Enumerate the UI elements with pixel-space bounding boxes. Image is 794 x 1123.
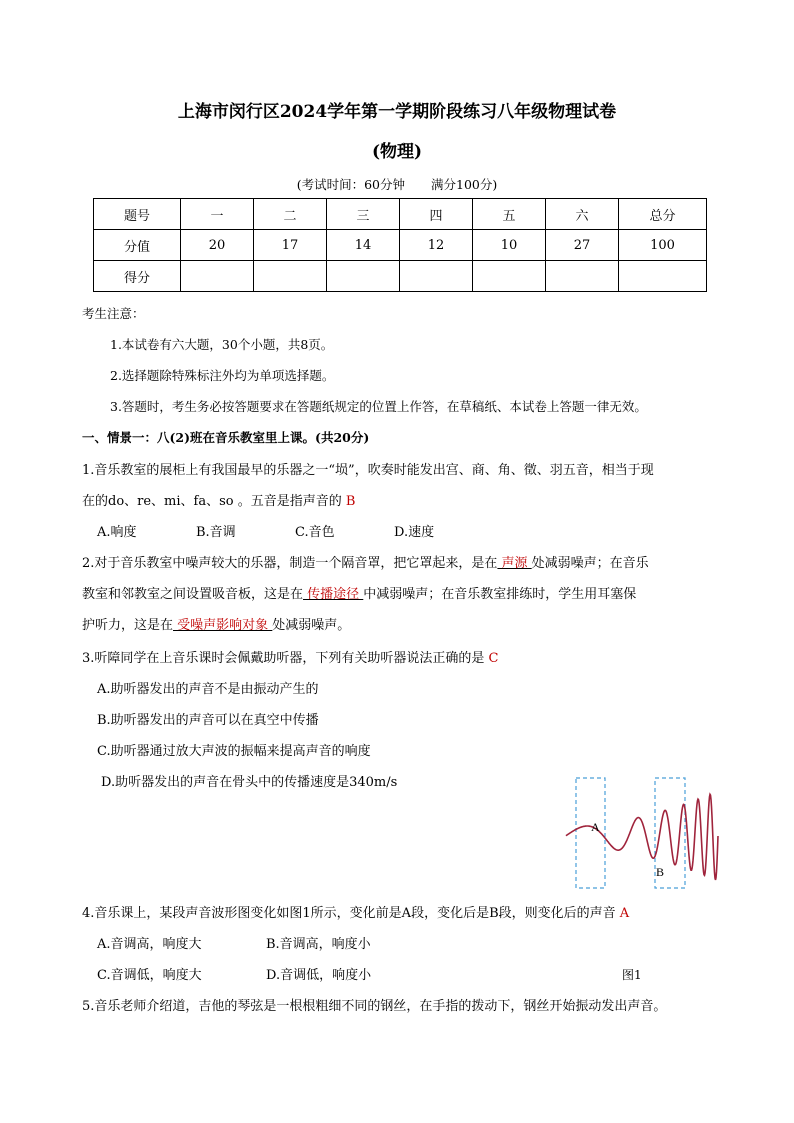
score-table [93,198,707,292]
q3-option-d: D.助听器发出的声音在骨头中的传播速度是340m/s [101,775,398,790]
table-cell: 27 [546,230,619,261]
q5-stem: 5.音乐老师介绍道，吉他的琴弦是一根根粗细不同的钢丝，在手指的拨动下，钢丝开始振动发出声音。 [82,999,667,1014]
table-cell: 五 [473,199,546,230]
q2-line1: 2.对于音乐教室中噪声较大的乐器，制造一个隔音罩，把它罩起来，是在 声源 处减弱噪声；在音乐 [82,556,649,571]
q4-option-d: D.音调低，响度小 [266,968,372,983]
table-cell: 17 [254,230,327,261]
score-entry-cell [619,261,707,292]
q2-blank-1: 声源 [497,556,532,571]
score-entry-cell [546,261,619,292]
q4-answer: A [619,906,630,921]
exam-info [0,175,794,193]
table-cell: 二 [254,199,327,230]
figure-caption: 图1 [622,968,642,982]
page-title: 上海市闵行区2024学年第一学期阶段练习八年级物理试卷 [177,102,617,122]
table-cell: 四 [400,199,473,230]
table-cell: 六 [546,199,619,230]
table-cell: 一 [181,199,254,230]
sound-wave-figure [560,772,730,894]
table-cell: 100 [619,230,707,261]
q1-option-b: B.音调 [196,525,236,540]
q2-line2: 教室和邻教室之间设置吸音板，这是在 传播途径 中减弱噪声；在音乐教室排练时，学生用耳塞保 [82,587,637,602]
score-table-value-row [94,230,707,261]
table-cell: 12 [400,230,473,261]
q2-blank-2: 传播途径 [303,587,364,602]
q3-option-c: C.助听器通过放大声波的振幅来提高声音的响度 [97,744,371,759]
q3-stem: 3.听障同学在上音乐课时会佩戴助听器，下列有关助听器说法正确的是 C [82,651,499,666]
table-cell: 10 [473,230,546,261]
note-item: 2.选择题除特殊标注外均为单项选择题。 [110,368,335,383]
note-item: 1.本试卷有六大题，30个小题，共8页。 [110,337,334,352]
score-table-header-row [94,199,707,230]
q2-blank-3: 受噪声影响对象 [173,618,273,633]
segment-b-label: B [656,865,665,879]
q1-answer: B [345,494,356,509]
score-entry-cell [254,261,327,292]
exam-score: 满分100分) [431,177,498,192]
table-cell: 得分 [94,261,181,292]
q3-option-b: B.助听器发出的声音可以在真空中传播 [97,713,319,728]
q1-option-d: D.速度 [394,525,435,540]
page-subtitle: (物理) [371,142,423,162]
score-entry-cell [400,261,473,292]
score-table-earned-row [94,261,707,292]
table-cell: 20 [181,230,254,261]
note-item: 3.答题时，考生务必按答题要求在答题纸规定的位置上作答，在草稿纸、本试卷上答题一律无效。 [110,399,647,414]
q1-stem-line2: 在的do、re、mi、fa、so 。五音是指声音的 B [82,494,356,509]
table-cell: 题号 [94,199,181,230]
table-cell: 分值 [94,230,181,261]
q2-line3: 护听力，这是在 受噪声影响对象 处减弱噪声。 [82,618,351,633]
table-cell: 14 [327,230,400,261]
q1-stem-line1: 1.音乐教室的展柜上有我国最早的乐器之一“埙”，吹奏时能发出宫、商、角、徵、羽五音，相当于现 [82,463,654,478]
waveform-line [566,794,718,880]
exam-time: (考试时间：60分钟 [296,177,406,192]
q4-option-c: C.音调低，响度大 [97,968,202,983]
segment-a-label: A [591,820,600,834]
section-heading: 一、情景一：八(2)班在音乐教室里上课。(共20分) [82,430,370,445]
q1-option-a: A.响度 [97,525,137,540]
q1-option-c: C.音色 [295,525,335,540]
q3-option-a: A.助听器发出的声音不是由振动产生的 [97,682,319,697]
q4-option-b: B.音调高，响度小 [266,937,371,952]
score-entry-cell [473,261,546,292]
score-entry-cell [327,261,400,292]
score-entry-cell [181,261,254,292]
table-cell: 三 [327,199,400,230]
q3-answer: C [488,651,499,666]
table-cell: 总分 [619,199,707,230]
q4-option-a: A.音调高，响度大 [97,937,202,952]
q4-stem: 4.音乐课上，某段声音波形图变化如图1所示，变化前是A段，变化后是B段，则变化后的声音 A [82,906,630,921]
notes-heading: 考生注意： [82,306,145,321]
